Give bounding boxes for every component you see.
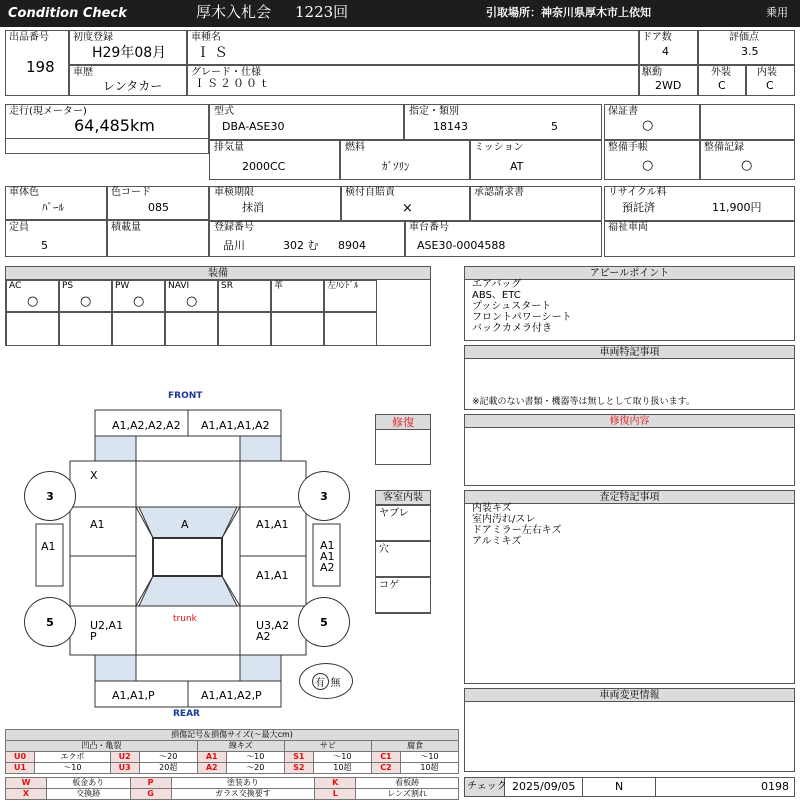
appeal-line: エアバッグ bbox=[472, 279, 522, 290]
inspect-label: 車検期限 bbox=[214, 187, 254, 198]
footer-sep-2 bbox=[655, 778, 656, 796]
legend-table-2 bbox=[5, 777, 459, 800]
fuel-label: 燃料 bbox=[345, 142, 365, 153]
legend-code: G bbox=[130, 789, 171, 800]
category: 乗用 bbox=[766, 6, 788, 19]
cat-label: 指定・類別 bbox=[409, 106, 459, 117]
legend-code: U2 bbox=[110, 752, 139, 763]
color-code-label: 色コード bbox=[111, 187, 151, 198]
tire-rl: 5 bbox=[24, 597, 76, 647]
assessment-line: 室内汚れ/スレ bbox=[472, 514, 536, 525]
disp: 2000CC bbox=[242, 160, 286, 173]
color-label: 車体色 bbox=[9, 187, 39, 198]
interior-title: 客室内装 bbox=[376, 491, 430, 505]
legend-code: W bbox=[6, 778, 47, 789]
equipment-label: 左ﾊﾝﾄﾞﾙ bbox=[327, 281, 359, 291]
type: DBA-ASE30 bbox=[222, 120, 285, 133]
legend-head: 腐食 bbox=[371, 741, 458, 752]
equipment-label: AC bbox=[9, 281, 22, 291]
liability-label: 検付自賠責 bbox=[345, 187, 395, 198]
interior-row-label: 穴 bbox=[379, 544, 389, 555]
drive-label: 駆動 bbox=[642, 67, 662, 78]
first-reg: H29年08月 bbox=[92, 45, 167, 61]
disp-label: 排気量 bbox=[214, 142, 244, 153]
mission-label: ミッション bbox=[474, 142, 524, 153]
history-label: 車歴 bbox=[73, 67, 93, 78]
lot-number: 198 bbox=[26, 58, 55, 76]
legend-code: C1 bbox=[371, 752, 400, 763]
check-date: 2025/09/05 bbox=[512, 780, 576, 793]
check-mark: N bbox=[615, 780, 624, 793]
legend-table bbox=[5, 729, 459, 774]
lot-label: 出品番号 bbox=[9, 32, 49, 43]
plate-class: 302 む bbox=[283, 239, 319, 252]
check-number: 0198 bbox=[761, 780, 789, 793]
score-label: 評価点 bbox=[729, 32, 759, 43]
quarter-left: U2,A1 P bbox=[90, 619, 124, 643]
legend-code: U0 bbox=[6, 752, 35, 763]
liability: × bbox=[402, 201, 413, 216]
legend-code: S1 bbox=[284, 752, 313, 763]
recycle-fee: 11,900円 bbox=[712, 201, 762, 214]
int-grade: C bbox=[766, 79, 774, 92]
grade: ＩＳ２００ｔ bbox=[194, 77, 272, 90]
legend-desc: 板金あり bbox=[47, 778, 131, 789]
rear-label: REAR bbox=[173, 709, 200, 719]
welfare-label: 福祉車両 bbox=[608, 222, 648, 233]
capacity: 5 bbox=[41, 239, 48, 252]
approval-label: 承認請求書 bbox=[474, 187, 524, 198]
legend-code: U1 bbox=[6, 763, 35, 774]
legend-desc: 〜20 bbox=[226, 763, 284, 774]
legend-code: S2 bbox=[284, 763, 313, 774]
legend-desc: 10超 bbox=[400, 763, 458, 774]
special-title: 車両特記事項 bbox=[465, 346, 794, 359]
recycle-label: リサイクル料 bbox=[608, 187, 667, 198]
assessment-line: アルミキズ bbox=[472, 536, 522, 547]
appeal-line: ABS、ETC bbox=[472, 290, 521, 301]
mission: AT bbox=[510, 160, 524, 173]
history: レンタカー bbox=[103, 79, 163, 93]
jack-no: 無 bbox=[330, 677, 341, 689]
equipment-label: SR bbox=[221, 281, 233, 291]
logo: Condition Check bbox=[8, 6, 127, 21]
drive: 2WD bbox=[655, 79, 682, 92]
warranty: ○ bbox=[642, 118, 654, 133]
legend-title: 損傷記号＆損傷サイズ(〜最大cm) bbox=[6, 730, 459, 741]
plate-number: 8904 bbox=[338, 239, 366, 252]
front-label: FRONT bbox=[168, 391, 203, 401]
door-front-right: A1,A1 bbox=[256, 518, 289, 531]
inspect: 抹消 bbox=[242, 201, 264, 214]
legend-code: L bbox=[315, 789, 356, 800]
legend-code: P bbox=[130, 778, 171, 789]
tire-rr: 5 bbox=[298, 597, 350, 647]
legend-desc: 〜20 bbox=[139, 752, 197, 763]
mirror-right: A1 A1 A2 bbox=[320, 539, 335, 574]
legend-desc: 10超 bbox=[313, 763, 371, 774]
cat-a: 18143 bbox=[433, 120, 468, 133]
doors: 4 bbox=[662, 45, 669, 58]
score: 3.5 bbox=[741, 45, 759, 58]
legend-desc: 〜10 bbox=[400, 752, 458, 763]
door-rear-right: A1,A1 bbox=[256, 569, 289, 582]
tire-fr: 3 bbox=[298, 471, 350, 521]
legend-code: U3 bbox=[110, 763, 139, 774]
grade-label: グレード・仕様 bbox=[191, 67, 261, 78]
jack-yes: 有 bbox=[312, 673, 329, 690]
type-label: 型式 bbox=[214, 106, 234, 117]
legend-desc: 〜10 bbox=[35, 763, 111, 774]
legend-code: K bbox=[315, 778, 356, 789]
repair-content-title: 修復内容 bbox=[465, 415, 794, 428]
change-title: 車両変更情報 bbox=[465, 689, 794, 702]
legend-code: X bbox=[6, 789, 47, 800]
rear-bumper-left: A1,A1,P bbox=[112, 689, 155, 702]
equipment-label: PW bbox=[115, 281, 130, 291]
mileage: 64,485km bbox=[74, 116, 155, 135]
assessment-line: ドアミラー左右キズ bbox=[472, 525, 562, 536]
legend-head: 線キズ bbox=[197, 741, 284, 752]
equipment-label: 革 bbox=[274, 281, 284, 291]
chassis: ASE30-0004588 bbox=[417, 239, 506, 252]
equipment-value: ○ bbox=[80, 294, 92, 309]
appeal-line: フロントパワーシート bbox=[472, 312, 572, 323]
pickup-location: 引取場所：神奈川県厚木市上依知 bbox=[486, 6, 651, 19]
door-front-left: A1 bbox=[90, 518, 105, 531]
legend bbox=[5, 729, 459, 800]
legend-desc: 20超 bbox=[139, 763, 197, 774]
mirror-left: A1 bbox=[41, 540, 56, 553]
capacity-label: 定員 bbox=[9, 222, 29, 233]
color: ﾊﾟｰﾙ bbox=[42, 201, 64, 214]
assessment-title: 査定特記事項 bbox=[465, 491, 794, 504]
equipment-value: ○ bbox=[133, 294, 145, 309]
color-code: 085 bbox=[148, 201, 169, 214]
legend-code: C2 bbox=[371, 763, 400, 774]
roof: A bbox=[181, 518, 189, 531]
recycle-status: 預託済 bbox=[622, 201, 655, 214]
legend-head: 凹凸・亀裂 bbox=[6, 741, 198, 752]
ext-grade: C bbox=[718, 79, 726, 92]
assessment-line: 内装キズ bbox=[472, 503, 512, 514]
rear-bumper-right: A1,A1,A2,P bbox=[201, 689, 262, 702]
int-label: 内装 bbox=[757, 67, 777, 78]
legend-head: サビ bbox=[284, 741, 371, 752]
ext-label: 外装 bbox=[711, 67, 731, 78]
appeal-line: プッシュスタート bbox=[472, 301, 552, 312]
jack-mark bbox=[299, 663, 353, 699]
model-name: ＩＳ bbox=[196, 45, 232, 61]
quarter-right: U3,A2 A2 bbox=[256, 619, 290, 643]
equipment-label: PS bbox=[62, 281, 74, 291]
model-label: 車種名 bbox=[191, 32, 221, 43]
plate-area: 品川 bbox=[223, 239, 245, 252]
front-bumper-right: A1,A1,A1,A2 bbox=[201, 419, 270, 432]
legend-desc: レンズ割れ bbox=[356, 789, 459, 800]
legend-desc: 〜10 bbox=[226, 752, 284, 763]
load-label: 積載量 bbox=[111, 222, 141, 233]
tire-fl: 3 bbox=[24, 471, 76, 521]
equipment-value: ○ bbox=[186, 294, 198, 309]
front-bumper-left: A1,A2,A2,A2 bbox=[112, 419, 181, 432]
interior-row-label: コゲ bbox=[379, 580, 399, 591]
legend-desc: ガラス交換要す bbox=[171, 789, 315, 800]
warranty-label: 保証書 bbox=[608, 106, 638, 117]
auction-name: 厚木入札会 bbox=[196, 3, 272, 21]
record: ○ bbox=[741, 158, 753, 173]
fender-left: X bbox=[90, 469, 98, 482]
interior-row-label: ヤブレ bbox=[379, 508, 409, 519]
trunk-label: trunk bbox=[173, 614, 197, 624]
legend-desc: 〜10 bbox=[313, 752, 371, 763]
legend-code: A1 bbox=[197, 752, 226, 763]
manual-label: 整備手帳 bbox=[608, 142, 648, 153]
plate-label: 登録番号 bbox=[214, 222, 254, 233]
legend-desc: 塗装あり bbox=[171, 778, 315, 789]
legend-desc: 看板跡 bbox=[356, 778, 459, 789]
fuel: ｶﾞｿﾘﾝ bbox=[382, 160, 410, 173]
equipment-label: NAVI bbox=[168, 281, 190, 291]
session: 1223回 bbox=[295, 3, 349, 21]
mileage-label: 走行(現メーター) bbox=[9, 106, 87, 117]
legend-desc: エクボ bbox=[35, 752, 111, 763]
equipment-value: ○ bbox=[27, 294, 39, 309]
appeal-title: アピールポイント bbox=[465, 267, 794, 280]
manual: ○ bbox=[642, 158, 654, 173]
legend-code: A2 bbox=[197, 763, 226, 774]
repair-box-label: 修復 bbox=[376, 415, 430, 430]
appeal-line: バックカメラ付き bbox=[472, 323, 552, 334]
check-label: チェック bbox=[467, 781, 507, 792]
chassis-label: 車台番号 bbox=[409, 222, 449, 233]
doors-label: ドア数 bbox=[642, 32, 672, 43]
special-note: ※記載のない書類・機器等は無しとして取り扱います。 bbox=[472, 397, 695, 407]
legend-desc: 交換跡 bbox=[47, 789, 131, 800]
record-label: 整備記録 bbox=[704, 142, 744, 153]
cat-b: 5 bbox=[551, 120, 558, 133]
equipment-title: 装備 bbox=[6, 267, 430, 280]
footer-sep-1 bbox=[582, 778, 583, 796]
first-reg-label: 初度登録 bbox=[73, 32, 113, 43]
